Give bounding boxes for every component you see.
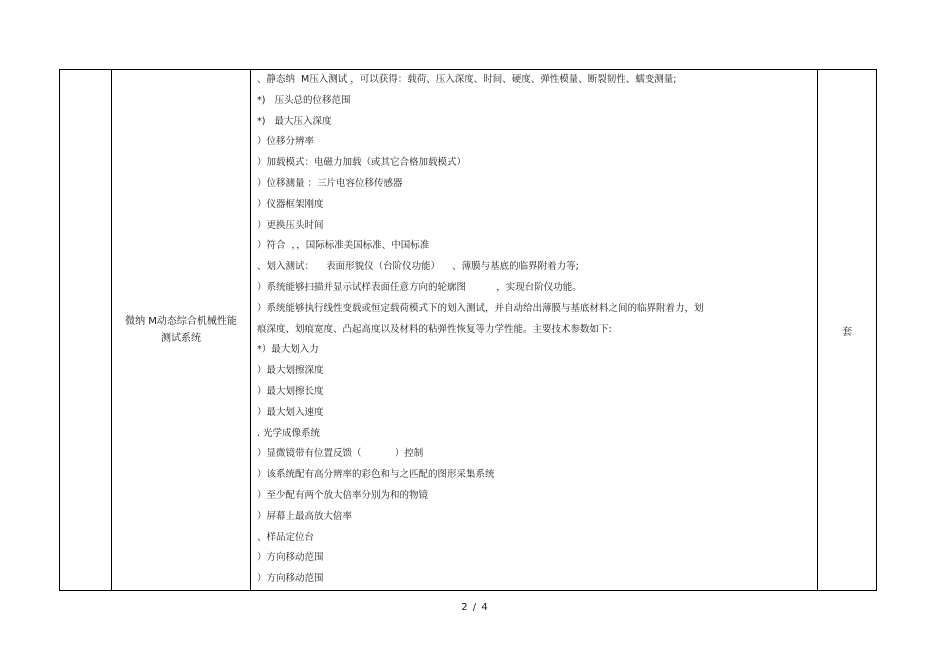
spec-line: 、划入测试： 表面形貌仪（台阶仪功能） 、薄膜与基底的临界附着力等; (257, 261, 579, 273)
spec-line: ）位移测量 ：三片电容位移传感器 (257, 178, 403, 189)
spec-line: 、样品定位台 (257, 531, 315, 543)
page-number: 2 / 4 (461, 602, 489, 613)
unit-cell (817, 69, 877, 591)
item-name: 微纳 M动态综合机械性能测试系统 (125, 316, 237, 344)
spec-line: ）屏幕上最高放大倍率 (257, 510, 353, 522)
spec-line: *) 最大压入深度 (257, 115, 332, 127)
spec-line: ）位移分辨率 (257, 136, 315, 148)
table-divider-2 (250, 69, 251, 591)
spec-line: ）该系统配有高分辨率的彩色和与之匹配的图形采集系统 (257, 469, 495, 481)
item-name-cell (112, 69, 250, 591)
spec-line: *) 压头总的位移范围 (257, 94, 351, 106)
spec-line: ）符合 ，，国际标准美国标准、中国标准 (257, 240, 430, 252)
spec-line: ）最大划擦深度 (257, 365, 324, 377)
table-border-left (59, 69, 60, 591)
spec-line: ）方向移动范围 (257, 552, 324, 564)
spec-line: 、静态纳 M压入测试 ，可以获得：载荷、压入深度、时间、硬度、弹性模量、断裂韧性、蠕变测量; (257, 74, 677, 85)
spec-line: ）仪器框架刚度 (257, 198, 324, 210)
spec-line: ）系统能够扫描并显示试样表面任意方向的轮廓图 ，实现台阶仪功能。 (257, 282, 582, 293)
spec-line: ）方向移动范围 (257, 573, 324, 585)
spec-line: 痕深度、划痕宽度、凸起高度以及材料的粘弹性恢复等力学性能。主要技术参数如下: (257, 323, 612, 335)
spec-line: ）显微镜带有位置反馈（ ）控制 (257, 448, 424, 460)
spec-line: ）加载模式：电磁力加载（或其它合格加载模式） (257, 157, 467, 169)
unit-text: 套 (842, 326, 852, 338)
spec-line: ）系统能够执行线性变载或恒定载荷模式下的划入测试，并自动给出薄膜与基底材料之间的临界附着力，划 (257, 302, 704, 314)
spec-line: *）最大划入力 (257, 344, 319, 356)
spec-line: ）最大划入速度 (257, 406, 324, 418)
spec-line: ）至少配有两个放大倍率分别为和的物镜 (257, 490, 429, 501)
spec-line: . 光学成像系统 (257, 427, 321, 439)
spec-line: ）更换压头时间 (257, 219, 324, 231)
spec-line: ）最大划擦长度 (257, 386, 324, 397)
